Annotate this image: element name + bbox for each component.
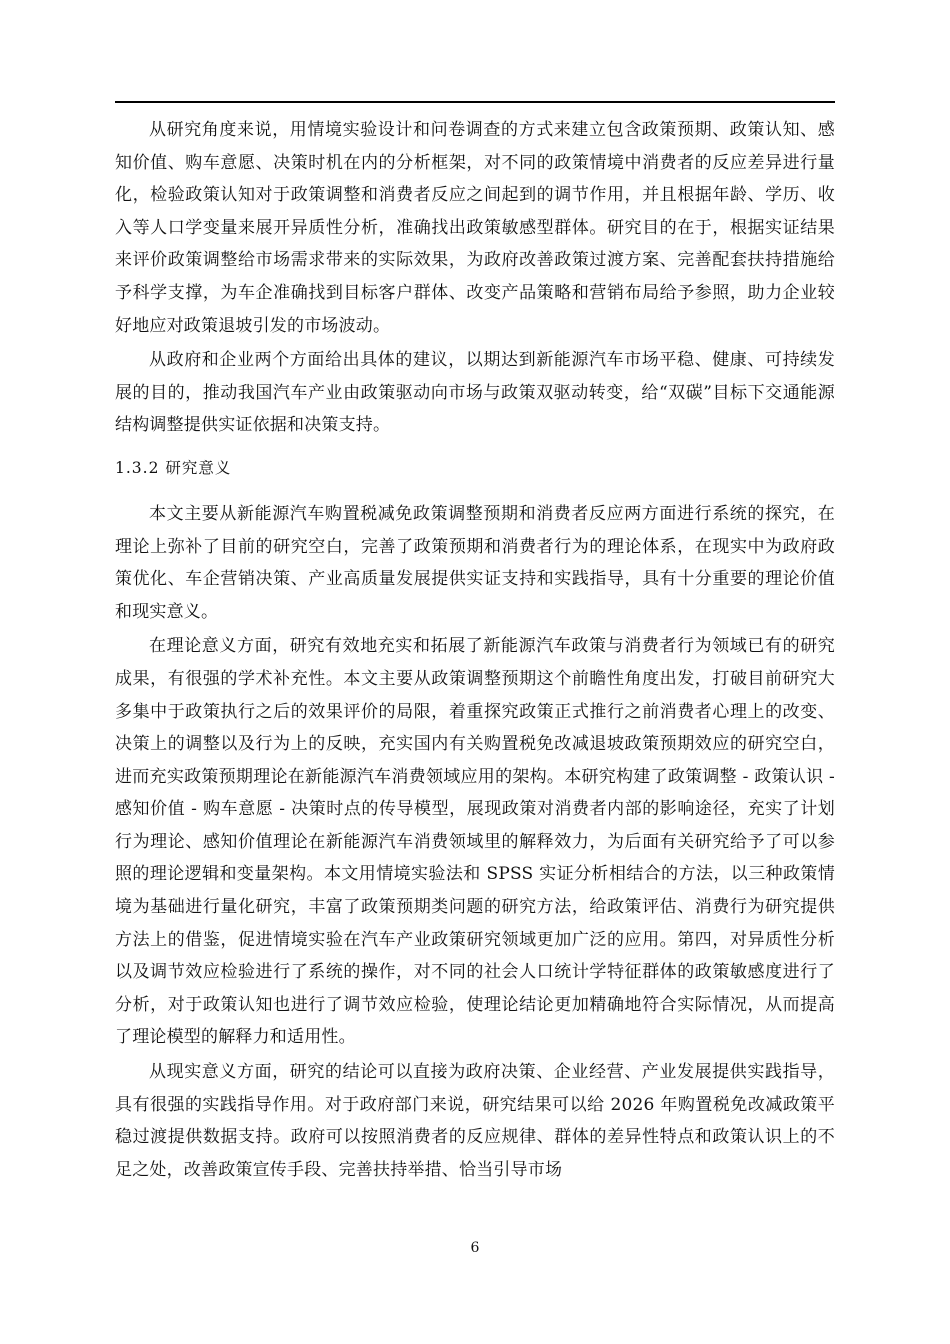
- page-number: 6: [470, 1240, 480, 1256]
- paragraph-research-purpose: 从研究角度来说，用情境实验设计和问卷调查的方式来建立包含政策预期、政策认知、感知价值、购车意愿、决策时机在内的分析框架，对不同的政策情境中消费者的反应差异进行量化，检验政策认知对于政策调整和消费者反应之间起到的调节作用，并且根据年龄、学历、收入等人口学变量来展开异质性分析，准确找出政策敏感型群体。研究目的在于，根据实证结果来评价政策调整给市场需求带来的实际效果，为政府改善政策过渡方案、完善配套扶持措施给予科学支撑，为车企准确找到目标客户群体、改变产品策略和营销布局给予参照，助力企业较好地应对政策退坡引发的市场波动。: [115, 120, 835, 336]
- paragraph-significance-overview: 本文主要从新能源汽车购置税减免政策调整预期和消费者反应两方面进行系统的探究，在理论上弥补了目前的研究空白，完善了政策预期和消费者行为的理论体系，在现实中为政府政策优化、车企营销决策、产业高质量发展提供实证支持和实践指导，具有十分重要的理论价值和现实意义。: [115, 503, 835, 622]
- section-heading: 1.3.2 研究意义: [115, 458, 232, 477]
- header-rule: [115, 101, 835, 103]
- paragraph-policy-suggestions: 从政府和企业两个方面给出具体的建议，以期达到新能源汽车市场平稳、健康、可持续发展的目的，推动我国汽车产业由政策驱动向市场与政策双驱动转变，给“双碳”目标下交通能源结构调整提供实证依据和决策支持。: [115, 350, 835, 436]
- page-body: [115, 114, 835, 1186]
- paragraph-theoretical-significance: 在理论意义方面，研究有效地充实和拓展了新能源汽车政策与消费者行为领域已有的研究成果，有很强的学术补充性。本文主要从政策调整预期这个前瞻性角度出发，打破目前研究大多集中于政策执行之后的效果评价的局限，着重探究政策正式推行之前消费者心理上的改变、决策上的调整以及行为上的反映，充实国内有关购置税免改减退坡政策预期效应的研究空白，进而充实政策预期理论在新能源汽车消费领域应用的架构。本研究构建了政策调整 - 政策认识 - 感知价值 - 购车意愿 - 决策时点的传导模型，展现政策对消费者内部的影响途径，充实了计划行为理论、感知价值理论在新能源汽车消费领域里的解释效力，为后面有关研究给予了可以参照的理论逻辑和变量架构。本文用情境实验法和 SPSS 实证分析相结合的方法，以三种政策情境为基础进行量化研究，丰富了政策预期类问题的研究方法，给政策评估、消费行为研究提供方法上的借鉴，促进情境实验在汽车产业政策研究领域更加广泛的应用。第四，对异质性分析以及调节效应检验进行了系统的操作，对不同的社会人口统计学特征群体的政策敏感度进行了分析，对于政策认知也进行了调节效应检验，使理论结论更加精确地符合实际情况，从而提高了理论模型的解释力和适用性。: [115, 636, 835, 1048]
- paragraph-practical-significance: 从现实意义方面，研究的结论可以直接为政府决策、企业经营、产业发展提供实践指导，具有很强的实践指导作用。对于政府部门来说，研究结果可以给 2026 年购置税免改减政策平稳过渡提供数据支持。政府可以按照消费者的反应规律、群体的差异性特点和政策认识上的不足之处，改善政策宣传手段、完善扶持举措、恰当引导市场: [115, 1062, 835, 1180]
